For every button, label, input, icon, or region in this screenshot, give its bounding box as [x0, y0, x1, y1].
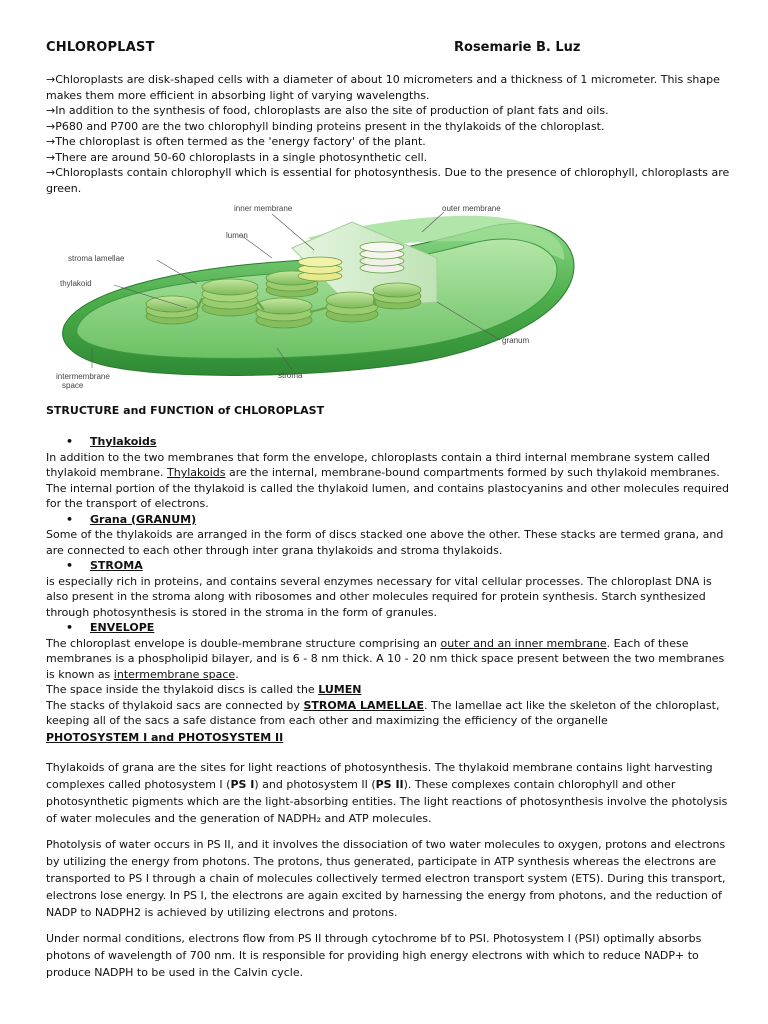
chloroplast-diagram: [52, 198, 582, 390]
label-stroma: stroma: [278, 371, 303, 380]
intro-line: →Chloroplasts are disk-shaped cells with a diameter of about 10 micrometers and a thickness of 1 micrometer. This shape makes them more efficient in absorbing light of varying wavelengths.: [46, 73, 720, 102]
intro-line: →The chloroplast is often termed as the 'energy factory' of the plant.: [46, 135, 426, 148]
paragraph-stroma: is especially rich in proteins, and contains several enzymes necessary for vital cellular processes. The chloroplast DNA is also present in the stroma along with ribosomes and other molecules required for protein synthesis. Starch synthesized through photosynthesis is stored in the stroma in the form of granules.: [46, 574, 712, 619]
paragraph-grana: Some of the thylakoids are arranged in the form of discs stacked one above the other. These stacks are termed grana, and are connected to each other through inter grana thylakoids and stroma thylakoids.: [46, 528, 724, 557]
label-granum: granum: [502, 336, 530, 345]
granum-stack: [146, 296, 198, 324]
bullet-stroma: [46, 558, 736, 574]
term-intermembrane-space: intermembrane space: [113, 667, 236, 681]
intro-facts: [46, 72, 736, 196]
section-heading-photosystems: PHOTOSYSTEM I and PHOTOSYSTEM II: [46, 731, 284, 744]
author-name: Rosemarie B. Luz: [454, 40, 581, 55]
photosystem-section: [46, 759, 736, 990]
granum-stack: [256, 298, 312, 328]
intro-line: →In addition to the synthesis of food, chloroplasts are also the site of production of plant fats and oils.: [46, 104, 609, 117]
bullet-thylakoids: [46, 434, 736, 450]
label-outer-membrane: outer membrane: [442, 204, 501, 213]
paragraph-thylakoids: In addition to the two membranes that form the envelope, chloroplasts contain a third internal membrane system called thylakoid membrane. Thylakoids are the internal, membrane-bound compartments formed by such thylakoid membranes. The internal portion of the thylakoid is called the thylakoid lumen, and contains plastocyanins and other molecules required for the transport of electrons.: [46, 450, 729, 510]
section-heading-structure: STRUCTURE and FUNCTION of CHLOROPLAST: [46, 404, 325, 417]
document-header: [46, 40, 726, 60]
paragraph-envelope: The chloroplast envelope is double-membrane structure comprising an outer and an inner membrane. Each of these membranes is a phospholipid bilayer, and is 6 - 8 nm thick. A 10 - 20 nm thick space present between the two membranes is known as intermembrane space.: [46, 636, 725, 681]
paragraph-lamellae: The stacks of thylakoid sacs are connected by STROMA LAMELLAE. The lamellae act like the skeleton of the chloroplast, keeping all of the sacs a safe distance from each other and maximizing the efficiency of the organelle: [46, 698, 720, 727]
structure-section: [46, 434, 736, 729]
bullet-label: ENVELOPE: [90, 621, 155, 634]
bullet-envelope: [46, 620, 736, 636]
term-outer-inner-membrane: outer and an inner membrane: [440, 636, 607, 650]
bullet-label: STROMA: [90, 559, 143, 572]
bullet-grana: [46, 512, 736, 528]
granum-stack: [202, 279, 258, 316]
paragraph-electron-flow: Under normal conditions, electrons flow from PS II through cytochrome bf to PSI. Photosystem I (PSI) optimally absorbs photons of wavelength of 700 nm. It is responsible for providing high energy electrons with which to reduce NADP+ to produce NADPH to be used in the Calvin cycle.: [46, 932, 702, 979]
intro-line: →P680 and P700 are the two chlorophyll binding proteins present in the thylakoids of the chloroplast.: [46, 119, 605, 133]
document-title: CHLOROPLAST: [46, 40, 155, 55]
label-inner-membrane: inner membrane: [234, 204, 293, 213]
bullet-label: Thylakoids: [90, 435, 157, 448]
paragraph-lumen: The space inside the thylakoid discs is called the LUMEN: [46, 683, 362, 696]
paragraph-photolysis: Photolysis of water occurs in PS II, and it involves the dissociation of two water molecules to oxygen, protons and electrons by utilizing the energy from photons. The protons, thus generated, participate in ATP synthesis whereas the electrons are transported to PS I through a chain of molecules collectively termed electron transport system (ETS). During this transport, electrons lose energy. In PS I, the electrons are again excited by harnessing the energy from photons, and the reduction of NADP to NADPH2 is achieved by utilizing electrons and protons.: [46, 838, 726, 919]
term-stroma-lamellae: STROMA LAMELLAE: [303, 698, 425, 712]
intro-line: →Chloroplasts contain chlorophyll which is essential for photosynthesis. Due to the presence of chlorophyll, chloroplasts are green.: [46, 166, 730, 195]
intro-line: →There are around 50-60 chloroplasts in a single photosynthetic cell.: [46, 150, 428, 164]
label-lumen: lumen: [226, 231, 248, 240]
label-stroma-lamellae: stroma lamellae: [68, 254, 125, 263]
term-lumen: LUMEN: [318, 683, 362, 696]
label-thylakoid: thylakoid: [60, 279, 92, 288]
paragraph-photosystems: Thylakoids of grana are the sites for light reactions of photosynthesis. The thylakoid membrane contains light harvesting complexes called photosystem I (PS I) and photosystem II (PS II). These complexes contain chlorophyll and other photosynthetic pigments which are the light-absorbing entities. The light reactions of photosynthesis involve the photolysis of water molecules and the generation of NADPH₂ and ATP molecules.: [46, 761, 728, 825]
granum-stack: [373, 283, 421, 309]
label-intermembrane-space: intermembrane space: [56, 372, 110, 390]
granum-stack: [326, 292, 378, 322]
term-thylakoids: Thylakoids: [167, 466, 226, 479]
bullet-label: Grana (GRANUM): [90, 512, 197, 526]
